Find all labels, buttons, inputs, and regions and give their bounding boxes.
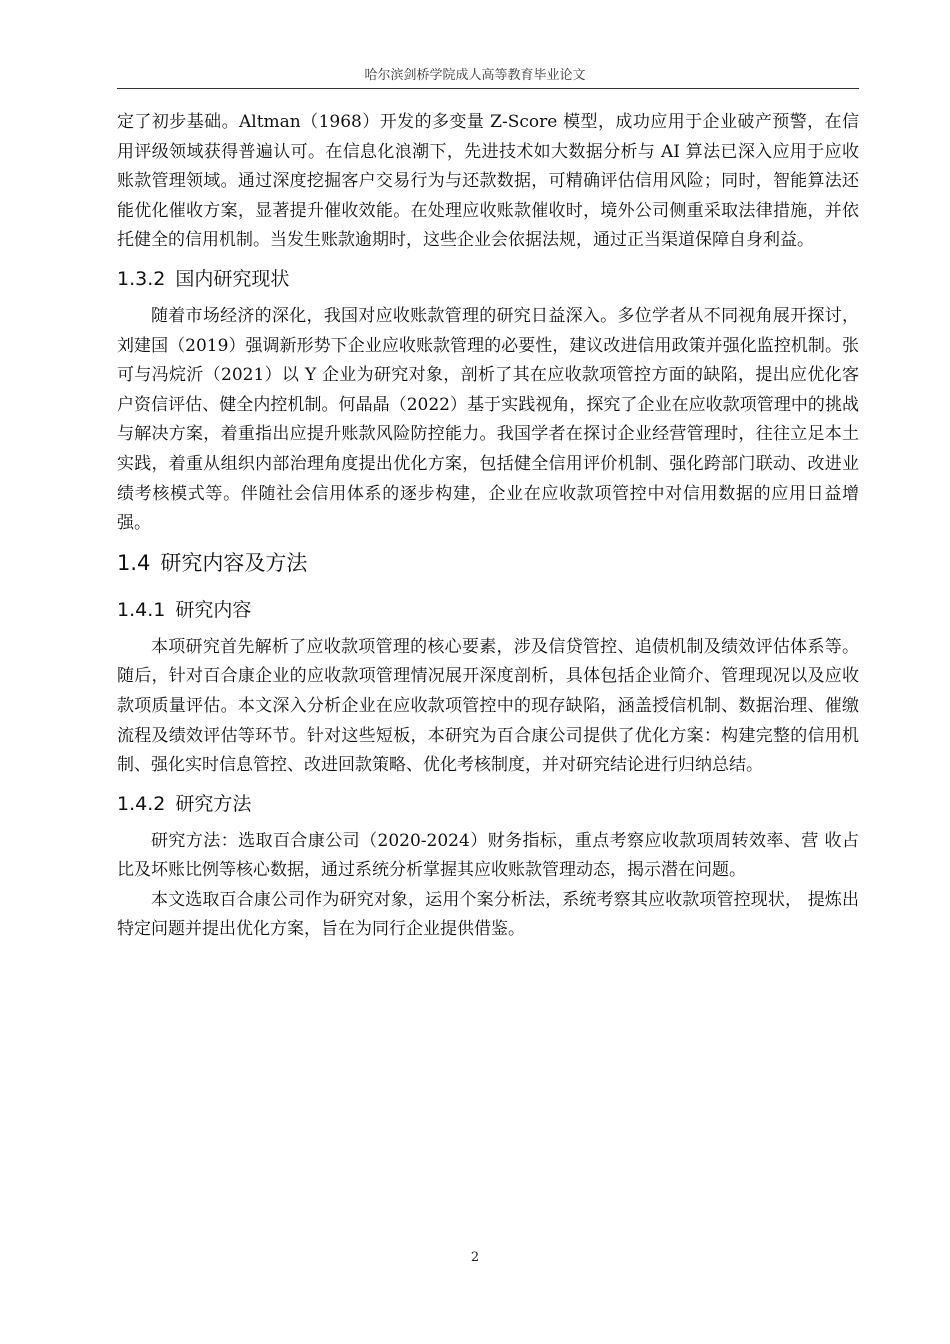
paragraph-foreign-research-end: 定了初步基础。Altman（1968）开发的多变量 Z-Score 模型，成功应用于企业破产预警，在信用评级领域获得普遍认可。在信息化浪潮下，先进技术如大数据分析与 AI 算法已深入应用于应收账款管理领域。通过深度挖掘客户交易行为与还款数据，可精确评估信用风险；同时，智能算法还能优化催收方案，显著提升催收效能。在处理应收账款催收时，境外公司侧重采取法律措施，并依托健全的信用机制。当发生账款逾期时，这些企业会依据法规，通过正当渠道保障自身利益。 [117, 112, 859, 251]
section-number: 1.4.2 [117, 792, 166, 815]
header-divider [117, 88, 859, 89]
section-heading-1-4-1 [117, 587, 859, 633]
page-number: 2 [470, 1250, 480, 1265]
paragraph-research-content: 本项研究首先解析了应收款项管理的核心要素，涉及信贷管控、追债机制及绩效评估体系等。随后，针对百合康企业的应收款项管理情况展开深度剖析，具体包括企业简介、管理现况以及应收款项质量评估。本文深入分析企业在应收款项管控中的现存缺陷，涵盖授信机制、数据治理、催缴流程及绩效评估等环节。针对这些短板，本研究为百合康公司提供了优化方案：构建完整的信用机制、强化实时信息管控、改进回款策略、优化考核制度，并对研究结论进行归纳总结。 [117, 636, 859, 776]
section-heading-1-3-2 [117, 256, 859, 302]
running-header: 哈尔滨剑桥学院成人高等教育毕业论文 [364, 68, 586, 83]
page-body [117, 108, 859, 945]
paragraph-research-method: 研究方法：选取百合康公司（2020-2024）财务指标，重点考察应收款项周转效率、营 收占比及坏账比例等核心数据，通过系统分析掌握其应收账款管理动态，揭示潜在问题。 [117, 830, 859, 881]
section-number: 1.3.2 [117, 267, 166, 290]
section-title: 研究内容 [175, 598, 252, 621]
section-number: 1.4.1 [117, 598, 166, 621]
section-number: 1.4 [117, 550, 151, 575]
paragraph-case-study: 本文选取百合康公司作为研究对象，运用个案分析法，系统考察其应收款项管控现状， 提炼出特定问题并提出优化方案，旨在为同行企业提供借鉴。 [117, 889, 859, 940]
section-title: 研究内容及方法 [160, 550, 308, 575]
section-heading-1-4 [117, 539, 859, 587]
section-title: 研究方法 [175, 792, 252, 815]
paragraph-domestic-research: 随着市场经济的深化，我国对应收账款管理的研究日益深入。多位学者从不同视角展开探讨，刘建国（2019）强调新形势下企业应收账款管理的必要性，建议改进信用政策并强化监控机制。张可与冯烷沂（2021）以 Y 企业为研究对象，剖析了其在应收款项管控方面的缺陷，提出应优化客户资信评估、健全内控机制。何晶晶（2022）基于实践视角，探究了企业在应收款项管理中的挑战与解决方案，着重指出应提升账款风险防控能力。我国学者在探讨企业经营管理时，往往立足本土实践，着重从组织内部治理角度提出优化方案，包括健全信用评价机制、强化跨部门联动、改进业绩考核模式等。伴随社会信用体系的逐步构建，企业在应收款项管控中对信用数据的应用日益增强。 [117, 305, 859, 534]
section-title: 国内研究现状 [175, 267, 290, 290]
section-heading-1-4-2 [117, 781, 859, 827]
